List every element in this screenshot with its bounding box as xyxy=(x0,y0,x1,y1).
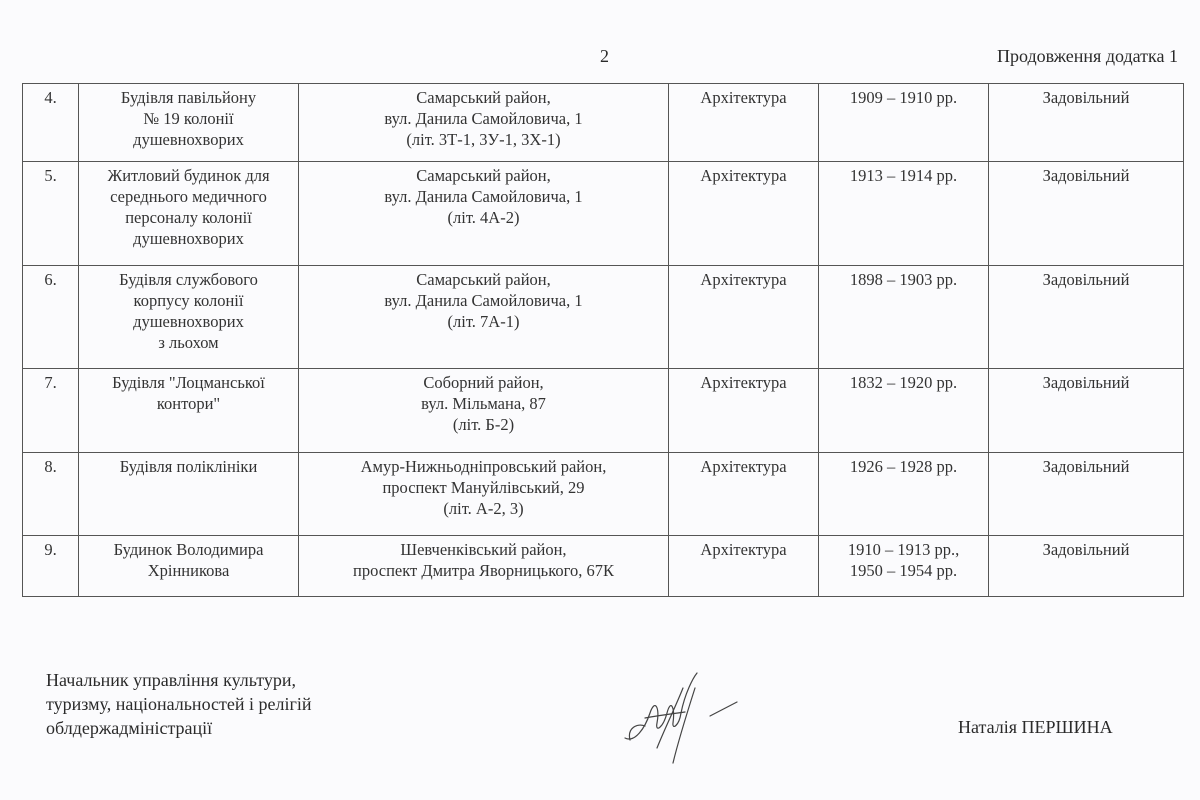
table-row xyxy=(23,369,1184,453)
address-cell-line: Амур-Нижньодніпровський район, xyxy=(360,457,607,476)
object-name-cell-line: середнього медичного xyxy=(110,187,267,206)
address-cell-line: (літ. А-2, 3) xyxy=(443,499,524,518)
row-number-cell xyxy=(23,162,79,266)
object-name-cell-line: Житловий будинок для xyxy=(107,166,270,185)
monument-type-cell xyxy=(669,453,819,536)
row-number-cell-line: 8. xyxy=(44,457,57,476)
dating-cell xyxy=(819,162,989,266)
position-line: туризму, національностей і релігій xyxy=(46,694,312,714)
condition-cell xyxy=(989,369,1184,453)
address-cell xyxy=(299,536,669,597)
address-cell-line: Самарський район, xyxy=(416,88,551,107)
dating-cell xyxy=(819,266,989,369)
object-name-cell xyxy=(79,536,299,597)
address-cell-line: Шевченківський район, xyxy=(400,540,567,559)
object-name-cell-line: Будівля службового xyxy=(119,270,258,289)
object-name-cell-line: Будівля павільйону xyxy=(120,88,257,107)
dating-cell xyxy=(819,536,989,597)
monument-type-cell-line: Архітектура xyxy=(700,88,787,107)
dating-cell-line: 1909 – 1910 рр. xyxy=(849,88,958,107)
signatory-name: Наталія ПЕРШИНА xyxy=(958,717,1113,737)
condition-cell xyxy=(989,84,1184,162)
monument-type-cell-line: Архітектура xyxy=(700,270,787,289)
address-cell-line: проспект Дмитра Яворницького, 67К xyxy=(353,561,614,580)
object-name-cell-line: Будинок Володимира xyxy=(113,540,264,559)
address-cell xyxy=(299,369,669,453)
condition-cell-line: Задовільний xyxy=(1042,540,1130,559)
row-number-cell xyxy=(23,536,79,597)
condition-cell-line: Задовільний xyxy=(1042,88,1130,107)
condition-cell xyxy=(989,536,1184,597)
dating-cell-line: 1898 – 1903 рр. xyxy=(849,270,958,289)
table-row xyxy=(23,453,1184,536)
address-cell-line: (літ. Б-2) xyxy=(452,415,515,434)
row-number-cell xyxy=(23,453,79,536)
monument-type-cell xyxy=(669,162,819,266)
address-cell-line: Самарський район, xyxy=(416,166,551,185)
address-cell-line: Самарський район, xyxy=(416,270,551,289)
object-name-cell-line: Будівля "Лоцманської xyxy=(112,373,265,392)
address-cell-line: Соборний район, xyxy=(423,373,544,392)
row-number-cell xyxy=(23,369,79,453)
object-name-cell-line: № 19 колонії xyxy=(143,109,234,128)
dating-cell xyxy=(819,84,989,162)
dating-cell-line: 1832 – 1920 рр. xyxy=(849,373,958,392)
address-cell-line: (літ. 4А-2) xyxy=(447,208,520,227)
monument-type-cell-line: Архітектура xyxy=(700,166,787,185)
table-row xyxy=(23,162,1184,266)
row-number-cell-line: 9. xyxy=(44,540,57,559)
object-name-cell-line: корпусу колонії xyxy=(133,291,244,310)
object-name-cell-line: душевнохворих xyxy=(133,312,244,331)
monument-type-cell xyxy=(669,266,819,369)
monument-type-cell xyxy=(669,536,819,597)
row-number-cell-line: 5. xyxy=(44,166,57,185)
appendix-continuation-label: Продовження додатка 1 xyxy=(996,46,1178,66)
dating-cell xyxy=(819,369,989,453)
address-cell xyxy=(299,162,669,266)
object-name-cell xyxy=(79,453,299,536)
monument-type-cell xyxy=(669,369,819,453)
dating-cell-line: 1950 – 1954 рр. xyxy=(849,561,958,580)
monument-type-cell-line: Архітектура xyxy=(700,457,787,476)
address-cell-line: вул. Данила Самойловича, 1 xyxy=(384,291,583,310)
condition-cell-line: Задовільний xyxy=(1042,270,1130,289)
object-name-cell-line: душевнохворих xyxy=(133,130,244,149)
table-row xyxy=(23,266,1184,369)
object-name-cell xyxy=(79,162,299,266)
page-number: 2 xyxy=(600,46,609,66)
condition-cell xyxy=(989,453,1184,536)
table-row xyxy=(23,536,1184,597)
row-number-cell xyxy=(23,266,79,369)
dating-cell-line: 1913 – 1914 рр. xyxy=(849,166,958,185)
monuments-table xyxy=(22,83,1184,597)
object-name-cell-line: душевнохворих xyxy=(133,229,244,248)
object-name-cell-line: Хрінникова xyxy=(147,561,230,580)
monument-type-cell-line: Архітектура xyxy=(700,373,787,392)
address-cell-line: проспект Мануйлівський, 29 xyxy=(382,478,585,497)
address-cell-line: вул. Данила Самойловича, 1 xyxy=(384,109,583,128)
row-number-cell xyxy=(23,84,79,162)
object-name-cell xyxy=(79,369,299,453)
address-cell xyxy=(299,84,669,162)
address-cell xyxy=(299,453,669,536)
position-line: облдержадміністрації xyxy=(46,718,213,738)
condition-cell xyxy=(989,162,1184,266)
row-number-cell-line: 7. xyxy=(44,373,57,392)
address-cell xyxy=(299,266,669,369)
address-cell-line: вул. Мільмана, 87 xyxy=(421,394,546,413)
address-cell-line: (літ. 3Т-1, 3У-1, 3Х-1) xyxy=(406,130,561,149)
object-name-cell xyxy=(79,266,299,369)
object-name-cell-line: контори" xyxy=(156,394,221,413)
dating-cell xyxy=(819,453,989,536)
table-row xyxy=(23,84,1184,162)
object-name-cell-line: персоналу колонії xyxy=(125,208,252,227)
signature-icon xyxy=(615,668,755,768)
object-name-cell-line: з льохом xyxy=(158,333,219,352)
monument-type-cell xyxy=(669,84,819,162)
address-cell-line: (літ. 7А-1) xyxy=(447,312,520,331)
condition-cell xyxy=(989,266,1184,369)
dating-cell-line: 1910 – 1913 рр., xyxy=(847,540,960,559)
object-name-cell xyxy=(79,84,299,162)
condition-cell-line: Задовільний xyxy=(1042,166,1130,185)
condition-cell-line: Задовільний xyxy=(1042,373,1130,392)
row-number-cell-line: 4. xyxy=(44,88,57,107)
signatory-position xyxy=(46,668,311,740)
row-number-cell-line: 6. xyxy=(44,270,57,289)
address-cell-line: вул. Данила Самойловича, 1 xyxy=(384,187,583,206)
condition-cell-line: Задовільний xyxy=(1042,457,1130,476)
position-line: Начальник управління культури, xyxy=(46,670,297,690)
object-name-cell-line: Будівля поліклініки xyxy=(119,457,258,476)
dating-cell-line: 1926 – 1928 рр. xyxy=(849,457,958,476)
monument-type-cell-line: Архітектура xyxy=(700,540,787,559)
